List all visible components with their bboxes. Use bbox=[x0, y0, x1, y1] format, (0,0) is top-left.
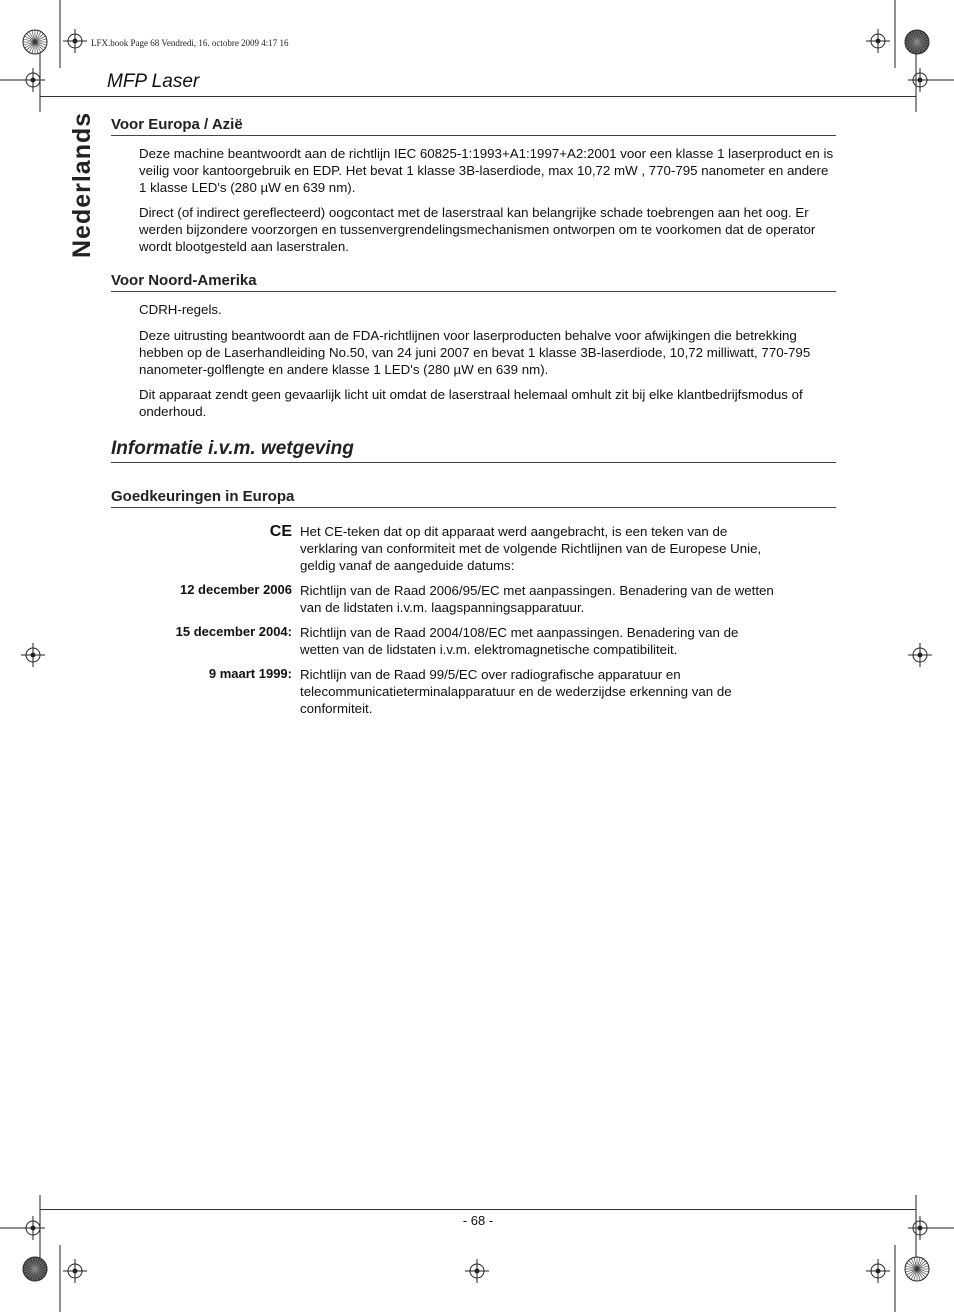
registration-target-icon bbox=[63, 1259, 87, 1283]
registration-target-icon bbox=[908, 68, 932, 92]
registration-target-icon bbox=[21, 643, 45, 667]
language-side-tab: Nederlands bbox=[68, 111, 96, 258]
paragraph: CDRH-regels. bbox=[139, 302, 222, 317]
registration-target-icon bbox=[908, 643, 932, 667]
footer-rule bbox=[40, 1209, 916, 1210]
registration-target-icon bbox=[63, 29, 87, 53]
print-info: LFX.book Page 68 Vendredi, 16. octobre 2009 4:17 16 bbox=[91, 38, 289, 48]
approval-text: Richtlijn van de Raad 99/5/EC over radiografische apparatuur en telecommunicatieterminalapparatuur en de wederzijdse erkenning van de conformiteit. bbox=[300, 667, 732, 716]
color-bar-starburst-icon bbox=[905, 30, 929, 54]
registration-target-icon bbox=[465, 1259, 489, 1283]
section-heading-europe-approvals: Goedkeuringen in Europa bbox=[111, 488, 836, 508]
approval-date: 12 december 2006 bbox=[179, 582, 292, 597]
ce-mark-label: CE bbox=[269, 523, 292, 540]
paragraph: Deze uitrusting beantwoordt aan de FDA-richtlijnen voor laserproducten behalve voor afwijkingen die betrekking hebben op de Laserhandleiding No.50, van 24 juni 2007 en bevat 1 klasse 3B-laserdiode, 10,72 milliwatt, 770-795 nanometer-golflengte en andere klasse 1 LED's (280 µW en 639 nm). bbox=[139, 328, 811, 377]
color-bar-starburst-icon bbox=[23, 1257, 47, 1281]
registration-target-icon bbox=[21, 68, 45, 92]
registration-target-icon bbox=[21, 1216, 45, 1240]
approval-text: Het CE-teken dat op dit apparaat werd aangebracht, is een teken van de verklaring van conformiteit met de volgende Richtlijnen van de Europese Unie, geldig vanaf de aangeduide datums: bbox=[300, 524, 762, 573]
approval-text: Richtlijn van de Raad 2006/95/EC met aanpassingen. Benadering van de wetten van de lidstaten i.v.m. laagspanningsapparatuur. bbox=[300, 583, 774, 615]
section-heading-north-america: Voor Noord-Amerika bbox=[111, 272, 836, 292]
approval-text: Richtlijn van de Raad 2004/108/EC met aanpassingen. Benadering van de wetten van de lidstaten i.v.m. elektromagnetische compatibiliteit. bbox=[300, 625, 739, 657]
section-heading-europe-asia: Voor Europa / Azië bbox=[111, 116, 836, 136]
color-bar-starburst-icon bbox=[905, 1257, 929, 1281]
header-title: MFP Laser bbox=[107, 71, 200, 92]
color-bar-starburst-icon bbox=[23, 30, 47, 54]
registration-target-icon bbox=[908, 1216, 932, 1240]
paragraph: Deze machine beantwoordt aan de richtlijn IEC 60825-1:1993+A1:1997+A2:2001 voor een klasse 1 laserproduct en is veilig voor kantoorgebruik en EDP. Het bevat 1 klasse 3B-laserdiode, max 10,72 mW , 770-795 nanometer en andere 1 klasse LED's (280 µW en 639 nm). bbox=[139, 146, 834, 195]
paragraph: Direct (of indirect gereflecteerd) oogcontact met de laserstraal kan belangrijke schade toebrengen aan het oog. Er werden bijzondere voorzorgen en tussenvergrendelingsmechanismen ontworpen om te voorkomen dat de operator wordt blootgesteld aan laserstralen. bbox=[139, 205, 816, 254]
paragraph: Dit apparaat zendt geen gevaarlijk licht uit omdat de laserstraal helemaal omhult zit bij elke klantbedrijfsmodus of onderhoud. bbox=[139, 387, 803, 419]
page-number: - 68 - bbox=[462, 1213, 494, 1228]
approval-date: 15 december 2004: bbox=[175, 624, 292, 639]
registration-target-icon bbox=[866, 29, 890, 53]
main-heading-legislation: Informatie i.v.m. wetgeving bbox=[111, 438, 836, 463]
header-rule bbox=[40, 96, 916, 97]
approval-date: 9 maart 1999: bbox=[208, 666, 292, 681]
registration-target-icon bbox=[866, 1259, 890, 1283]
